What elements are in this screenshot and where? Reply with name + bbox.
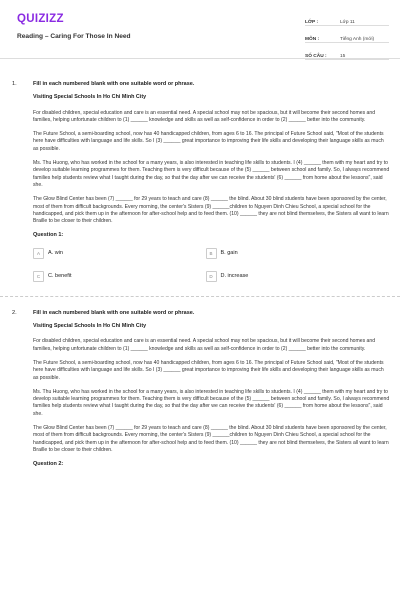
meta-label: SỐ CÂU : — [305, 54, 327, 59]
question-label: Question 1: — [33, 232, 64, 239]
meta-row-count — [305, 46, 389, 60]
passage-paragraph: For disabled children, special education and care is an essential need. A special school may not be spacious, but it will become their second homes and families, helping unfortunate children to (1) ______ knowledge and skills as well as self-confidence in order to (2) ______ better into the community. — [33, 109, 376, 123]
answer-option-a[interactable] — [33, 248, 206, 259]
option-text: B. gain — [220, 249, 238, 256]
passage-paragraph: Ms. Thu Huong, who has worked in the school for a many years, is also interested in teaching life skills to students. I (4) ______ them with my heart and try to develop suitable learning programmes for them. Teaching them is very difficult because of the (5) ______ between school and family. So, I always recommend families help students review what I taught during the day, so that the day after we can receive the students' (6) ______ from home about the lessons", said she. — [33, 388, 390, 417]
meta-value: Tiếng Anh (mới) — [340, 37, 375, 42]
answer-option-b[interactable] — [206, 248, 379, 259]
meta-row-class — [305, 12, 389, 26]
question-divider — [0, 296, 400, 297]
quizizz-logo: QUIZIZZ — [17, 13, 64, 25]
option-text: A. win — [48, 249, 63, 256]
passage-paragraph: The Future School, a semi-boarding school, now has 40 handicapped children, from ages 6 to 16. The principal of Future School said, "Most of the students here have difficulties with language and life skills. So I (3) ______ great importance to improving their life skills and developing their language skills as much as possible. — [33, 131, 384, 152]
passage-paragraph: Ms. Thu Huong, who has worked in the school for a many years, is also interested in teaching life skills to students. I (4) ______ them with my heart and try to develop suitable learning programmes for them. Teaching them is very difficult because of the (5) ______ between school and family. So, I always recommend families help students review what I taught during the day, so that the day after we can receive the students' (6) ______ from home about the lessons", said she. — [33, 160, 390, 188]
worksheet-title: Reading – Caring For Those In Need — [17, 33, 131, 40]
answer-options — [33, 248, 378, 282]
question-number: 1. — [12, 81, 17, 87]
option-text: C. benefit — [48, 272, 72, 279]
option-text: D. increase — [220, 272, 249, 279]
answer-option-d[interactable] — [206, 271, 379, 282]
question-instruction: Fill in each numbered blank with one suitable word or phrase. — [33, 81, 195, 87]
question-block-2 — [0, 310, 400, 469]
question-body — [33, 81, 390, 282]
meta-value: 15 — [340, 54, 346, 59]
meta-value: Lớp 11 — [340, 20, 355, 25]
option-letter-box: D — [206, 271, 217, 282]
passage-title: Visiting Special Schools In Ho Chi Minh City — [33, 323, 147, 330]
meta-row-subject — [305, 29, 389, 43]
question-label: Question 2: — [33, 461, 64, 468]
option-letter-box: C — [33, 271, 44, 282]
option-letter-box: A — [33, 248, 44, 259]
question-body — [33, 310, 390, 469]
page-header — [0, 0, 400, 59]
option-letter-box: B — [206, 248, 217, 259]
meta-label: MÔN : — [305, 37, 320, 42]
meta-label: LỚP : — [305, 20, 319, 25]
passage-paragraph: The Glow Blind Center has been (7) ______ for 29 years to teach and care (8) ______ the blind. About 30 blind students have been sponsored by the center, most of them from difficult backgrounds. Every morning, the center's Sisters (9) ______children to Nguyen Dinh Chieu School, a special school for the handicapped, and pick them up in the afternoon for after-school help and to feed them. (10) ______ they are not blind themselves, the Sisters all want to learn Braille to be closer to their children. — [33, 196, 389, 225]
worksheet-meta — [305, 12, 389, 63]
question-block-1 — [0, 81, 400, 282]
answer-option-c[interactable] — [33, 271, 206, 282]
question-number: 2. — [12, 309, 17, 316]
question-instruction: Fill in each numbered blank with one suitable word or phrase. — [33, 309, 195, 316]
passage-paragraph: The Glow Blind Center has been (7) ______ for 29 years to teach and care (8) ______ the blind. About 30 blind students have been sponsored by the center, most of them from difficult backgrounds. Every morning, the center's Sisters (9) ______children to Nguyen Dinh Chieu School, a special school for the handicapped, and pick them up in the afternoon for after-school help and to feed them. (10) ______ they are not blind themselves, the Sisters all want to learn Braille to be closer to their children. — [33, 425, 389, 453]
passage-title: Visiting Special Schools In Ho Chi Minh City — [33, 94, 147, 101]
passage-paragraph: For disabled children, special education and care is an essential need. A special school may not be spacious, but it will become their second homes and families, helping unfortunate children to (1) ______ knowledge and skills as well as self-confidence in order to (2) ______ better into the community. — [33, 338, 376, 352]
passage-paragraph: The Future School, a semi-boarding school, now has 40 handicapped children, from ages 6 to 16. The principal of Future School said, "Most of the students here have difficulties with language and life skills. So I (3) ______ great importance to improving their life skills and developing their language skills as much as possible. — [33, 359, 384, 381]
